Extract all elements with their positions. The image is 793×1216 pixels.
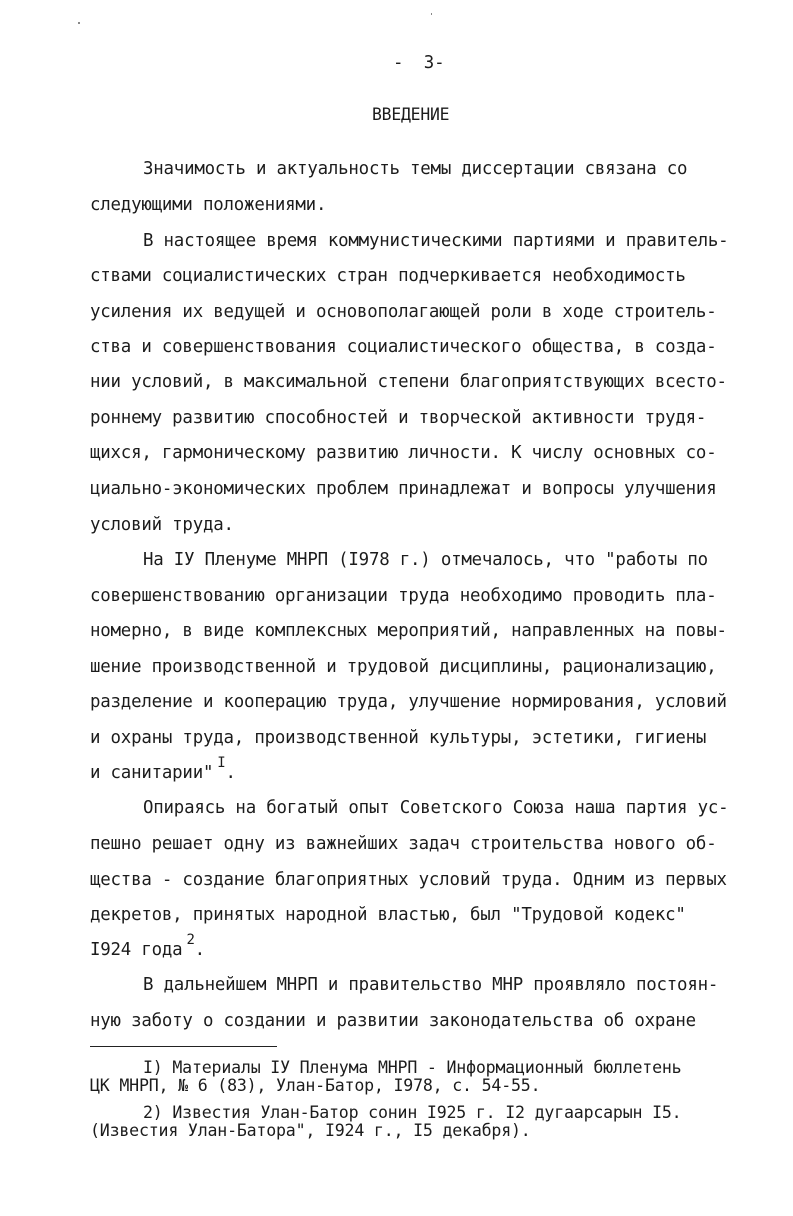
text-line: разделение и кооперацию труда, улучшение нормирования, условий — [90, 692, 727, 712]
text-line: В настоящее время коммунистическими партиями и правитель- — [143, 231, 729, 251]
text-line: Опираясь на богатый опыт Советского Союза наша партия ус- — [143, 798, 729, 818]
text-line: усиления их ведущей и основополагающей роли в ходе строитель- — [90, 302, 717, 322]
text-line: ствами социалистических стран подчеркивается необходимость — [90, 266, 686, 286]
text-fragment: I924 года — [90, 940, 183, 960]
text-fragment: . — [194, 940, 205, 960]
footnote-line: 2) Известия Улан-Батор сонин I925 г. I2 дугаарсарын I5. — [143, 1103, 682, 1122]
text-line — [90, 755, 236, 785]
page-heading: ВВЕДЕНИЕ — [372, 105, 450, 124]
text-line: щества - создание благоприятных условий труда. Одним из первых — [90, 870, 727, 890]
text-line: На IУ Пленуме МНРП (I978 г.) отмечалось, что "работы по — [143, 550, 708, 570]
text-line: декретов, принятых народной властью, был "Трудовой кодекс" — [90, 905, 686, 925]
footnote-line: ЦК МНРП, № 6 (83), Улан-Батор, I978, с. 54-55. — [90, 1076, 541, 1095]
text-line: пешно решает одну из важнейших задач строительства нового об- — [90, 834, 717, 854]
footnote-line: (Известия Улан-Батора", I924 г., I5 декабря). — [90, 1121, 531, 1140]
text-line: щихся, гармоническому развитию личности. К числу основных со- — [90, 443, 717, 463]
scan-speck — [431, 13, 432, 15]
text-line: шение производственной и трудовой дисциплины, рационализацию, — [90, 657, 717, 677]
text-line: условий труда. — [90, 515, 234, 535]
text-line: следующими положениями. — [90, 195, 327, 215]
text-line: роннему развитию способностей и творческой активности трудя- — [90, 408, 707, 428]
page-number: - 3- — [393, 53, 445, 73]
text-fragment: и санитарии" — [90, 763, 214, 783]
scan-speck — [78, 22, 80, 24]
text-line: Значимость и актуальность темы диссертации связана со — [143, 159, 688, 179]
text-line: и охраны труда, производственной культуры, эстетики, гигиены — [90, 728, 707, 748]
footnote-ref: I — [217, 755, 226, 771]
text-line: нии условий, в максимальной степени благоприятствующих всесто- — [90, 372, 727, 392]
text-fragment: . — [225, 763, 236, 783]
text-line — [90, 932, 205, 962]
text-line: В дальнейшем МНРП и правительство МНР проявляло постоян- — [143, 975, 719, 995]
footnote-separator — [90, 1046, 277, 1047]
footnote-line: I) Материалы IУ Пленума МНРП - Информационный бюллетень — [143, 1058, 682, 1077]
text-line: циально-экономических проблем принадлежат и вопросы улучшения — [90, 479, 717, 499]
text-line: ную заботу о создании и развитии законодательства об охране — [90, 1011, 696, 1031]
text-line: номерно, в виде комплексных мероприятий, направленных на повы- — [90, 621, 727, 641]
footnote-ref: 2 — [186, 932, 195, 948]
text-line: совершенствованию организации труда необходимо проводить пла- — [90, 586, 717, 606]
text-line: ства и совершенствования социалистического общества, в созда- — [90, 337, 717, 357]
